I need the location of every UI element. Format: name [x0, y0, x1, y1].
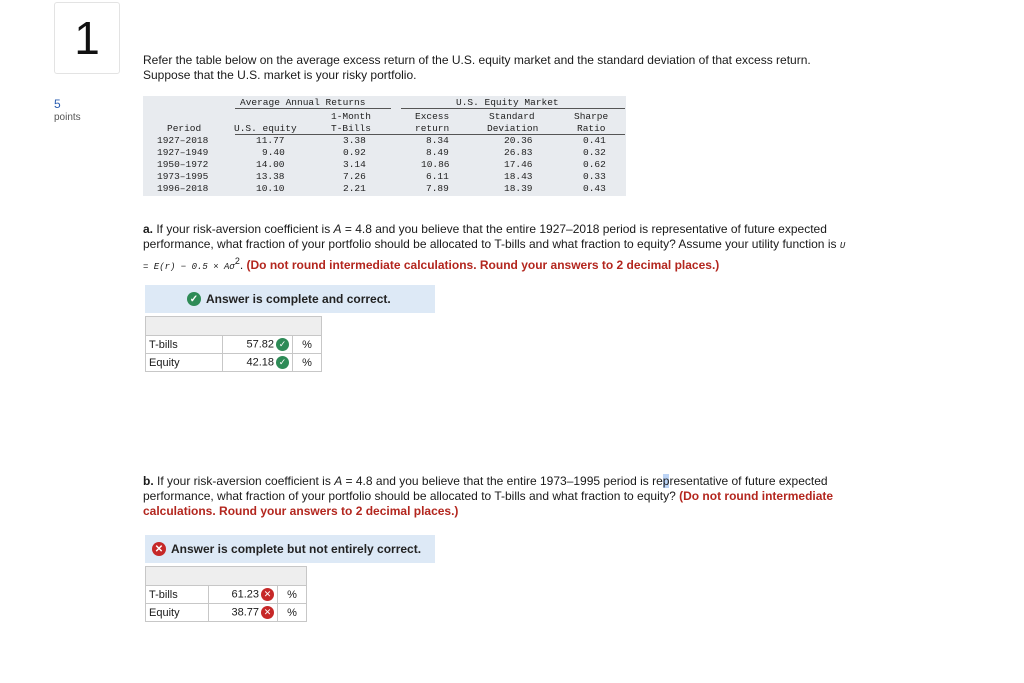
header-sharpe: Ratio: [577, 123, 606, 134]
check-circle-icon: ✓: [276, 356, 289, 369]
x-circle-icon: ✕: [261, 588, 274, 601]
header-sharpe-top: Sharpe: [574, 111, 609, 122]
part-b-question: [143, 474, 878, 519]
part-b-answer-table: [145, 566, 307, 622]
points-value: 5: [54, 97, 61, 111]
part-a-question: [143, 222, 878, 275]
answer-row-tbills: [146, 586, 307, 604]
part-a-answer-table: [145, 316, 322, 372]
part-a-line-3: = $E(r) - 0.5 \times A\sigma^2$. (Do not round intermediate calculations. Round your answers to 2 decimal places.): [143, 256, 720, 272]
answer-label: Equity: [146, 604, 209, 622]
table-row: 1950–1972 14.00 3.14 10.86 17.46 0.62: [157, 159, 606, 170]
part-a-feedback-banner: [145, 285, 435, 313]
answer-label: T-bills: [146, 586, 209, 604]
percent-unit: %: [278, 604, 307, 622]
part-a-instructions: (Do not round intermediate calculations. Round your answers to 2 decimal places.): [246, 258, 720, 272]
group-header-average-returns: Average Annual Returns: [240, 97, 366, 108]
table-row: 1927–2018 11.77 3.38 8.34 20.36 0.41: [157, 135, 606, 146]
header-period: Period: [167, 123, 202, 134]
utility-formula: = E(r) − 0.5 × Aσ: [143, 262, 235, 272]
header-excess: return: [415, 123, 450, 134]
intro-line-2: Suppose that the U.S. market is your risky portfolio.: [143, 68, 417, 82]
intro-line-1: Refer the table below on the average excess return of the U.S. equity market and the standard deviation of that excess return.: [143, 53, 811, 67]
header-tbills: T-Bills: [331, 123, 371, 134]
header-equity: U.S. equity: [234, 123, 297, 134]
points-label: points: [54, 112, 81, 123]
x-circle-icon: ✕: [152, 542, 166, 556]
answer-label: T-bills: [146, 336, 223, 354]
answer-label: Equity: [146, 354, 223, 372]
answer-table-header: [146, 567, 307, 586]
percent-unit: %: [293, 336, 322, 354]
answer-tbills-input[interactable]: 57.82 ✓: [223, 336, 293, 354]
part-a-line-1: a. If your risk-aversion coefficient is A = 4.8 and you believe that the entire 1927–2018 period is representative of future expected: [143, 222, 827, 236]
part-a-feedback-text: Answer is complete and correct.: [206, 292, 391, 306]
table-row: 1927–1949 9.40 0.92 8.49 26.83 0.32: [157, 147, 606, 158]
question-intro: [143, 53, 903, 83]
part-b-instructions-2: calculations. Round your answers to 2 decimal places.): [143, 504, 459, 518]
table-row: 1973–1995 13.38 7.26 6.11 18.43 0.33: [157, 171, 606, 182]
percent-unit: %: [278, 586, 307, 604]
group-rule-returns: [235, 108, 391, 109]
text-selection-highlight: p: [662, 474, 670, 488]
answer-row-equity: [146, 354, 322, 372]
answer-row-equity: [146, 604, 307, 622]
part-b-line-1: b. If your risk-aversion coefficient is A = 4.8 and you believe that the entire 1973–1995 period is representative of future expected: [143, 474, 828, 488]
part-b-feedback-text: Answer is complete but not entirely correct.: [171, 542, 422, 556]
table-row: 1996–2018 10.10 2.21 7.89 18.39 0.43: [157, 183, 606, 194]
header-excess-top: Excess: [415, 111, 450, 122]
header-std-top: Standard: [489, 111, 535, 122]
part-a-line-2: performance, what fraction of your portfolio should be allocated to T-bills and what fraction to equity? Assume your utility function is U: [143, 237, 846, 251]
part-b-line-3: [143, 504, 878, 519]
question-number: 1: [54, 2, 120, 74]
check-circle-icon: ✓: [187, 292, 201, 306]
x-circle-icon: ✕: [261, 606, 274, 619]
check-circle-icon: ✓: [276, 338, 289, 351]
returns-table: [143, 96, 626, 196]
header-std: Deviation: [487, 123, 539, 134]
percent-unit: %: [293, 354, 322, 372]
answer-table-header: [146, 317, 322, 336]
part-b-instructions-1: (Do not round intermediate: [679, 489, 834, 503]
group-header-equity-market: U.S. Equity Market: [456, 97, 559, 108]
header-tbills-top: 1-Month: [331, 111, 371, 122]
part-b-line-2: performance, what fraction of your portfolio should be allocated to T-bills and what fraction to equity? (Do not round intermediate: [143, 489, 834, 503]
answer-row-tbills: [146, 336, 322, 354]
group-rule-equity: [401, 108, 625, 109]
answer-equity-input[interactable]: 38.77 ✕: [209, 604, 278, 622]
answer-tbills-input[interactable]: 61.23 ✕: [209, 586, 278, 604]
utility-symbol: U: [839, 241, 846, 251]
part-b-feedback-banner: [145, 535, 435, 563]
answer-equity-input[interactable]: 42.18 ✓: [223, 354, 293, 372]
